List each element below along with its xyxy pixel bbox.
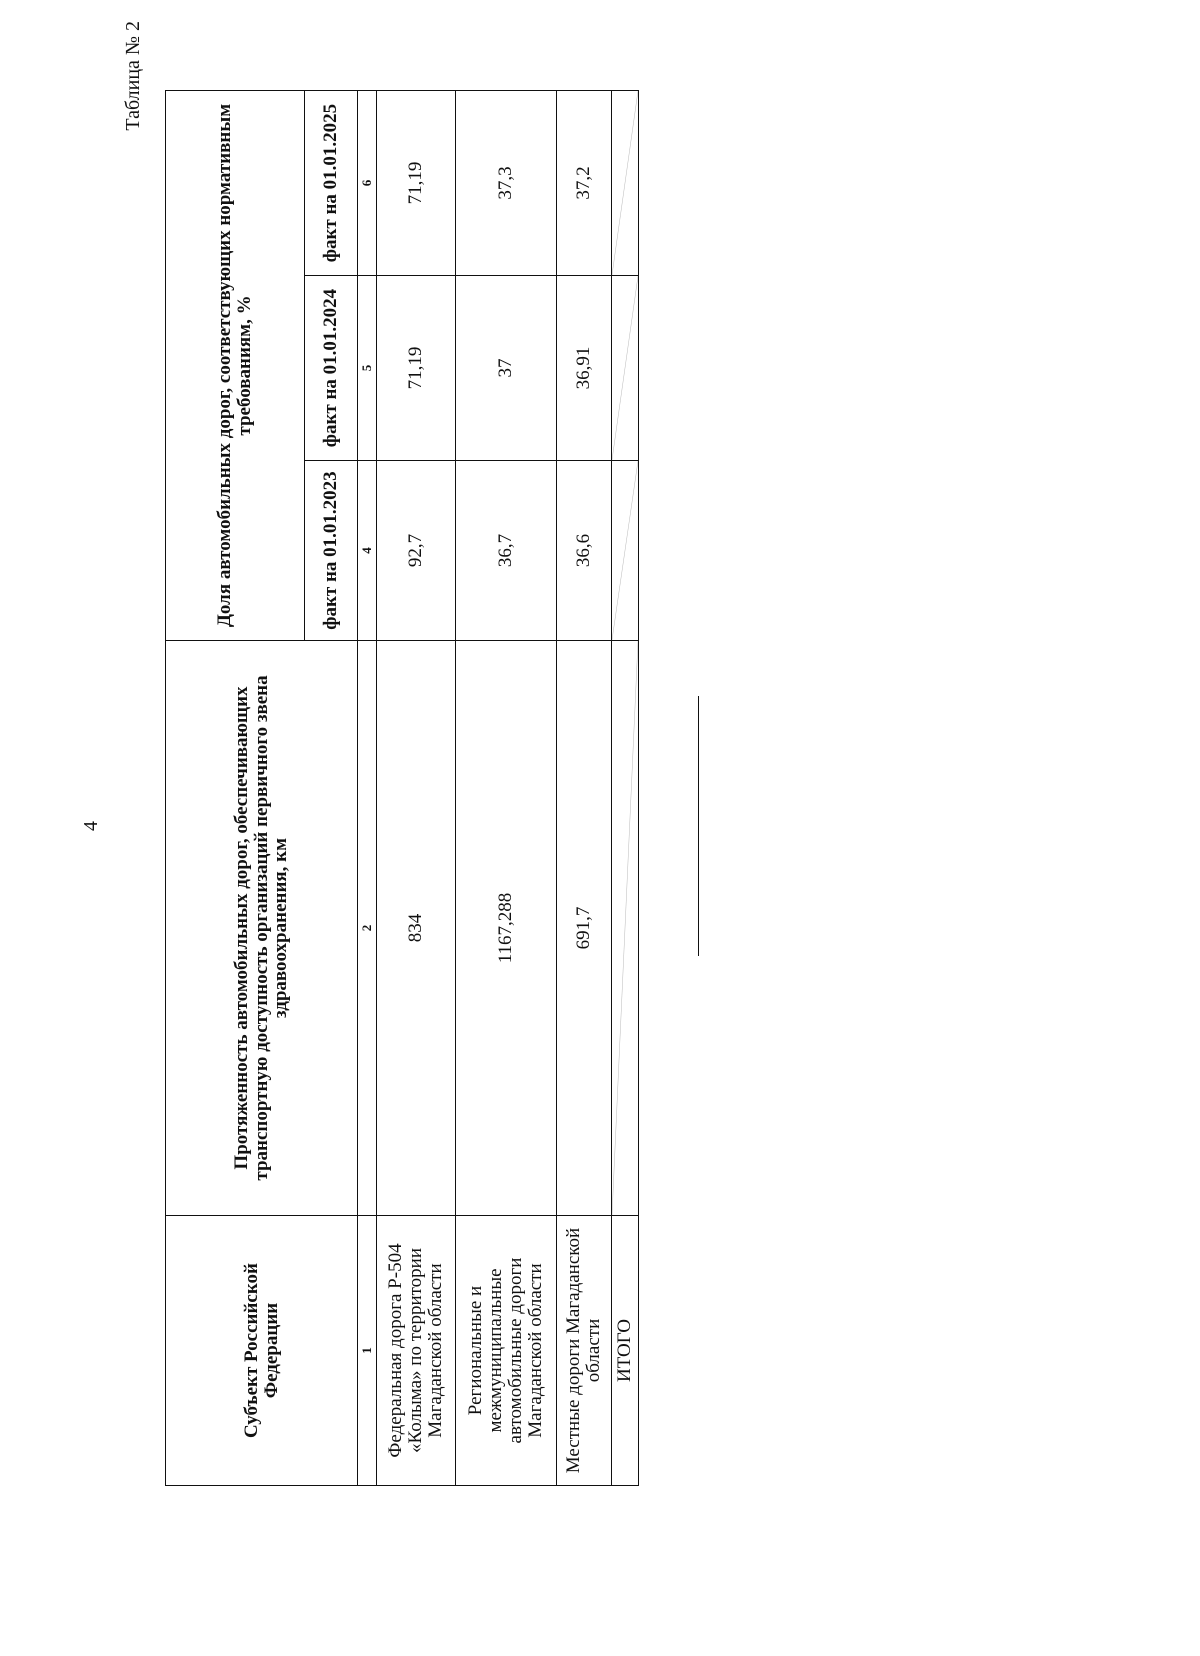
- table-row: [376, 91, 455, 1486]
- column-number: 4: [358, 461, 377, 641]
- header-share: Доля автомобильных дорог, соответствующих нормативным требованиям, %: [166, 91, 305, 641]
- empty-cell-diagonal: [611, 91, 638, 276]
- row-length: 691,7: [556, 641, 611, 1216]
- row-fact-2023: 36,6: [556, 461, 611, 641]
- row-fact-2024: 37: [455, 276, 556, 461]
- column-number-row: [358, 91, 377, 1486]
- empty-cell-diagonal: [611, 641, 638, 1216]
- header-row: [166, 91, 305, 1486]
- diagonal-line: [612, 276, 638, 460]
- empty-cell-diagonal: [611, 276, 638, 461]
- row-subject: Местные дороги Магаданской области: [556, 1216, 611, 1486]
- row-fact-2025: 37,3: [455, 91, 556, 276]
- table-label: Таблица № 2: [122, 21, 144, 131]
- header-fact-2024: факт на 01.01.2024: [305, 276, 358, 461]
- column-number: 6: [358, 91, 377, 276]
- total-row: [611, 91, 638, 1486]
- row-subject: Федеральная дорога Р-504 «Колыма» по территории Магаданской области: [376, 1216, 455, 1486]
- row-fact-2024: 71,19: [376, 276, 455, 461]
- column-number: 1: [358, 1216, 377, 1486]
- road-access-table: [165, 90, 639, 1486]
- header-fact-2025: факт на 01.01.2025: [305, 91, 358, 276]
- row-fact-2025: 37,2: [556, 91, 611, 276]
- row-fact-2023: 36,7: [455, 461, 556, 641]
- header-subject: Субъект Российской Федерации: [166, 1216, 358, 1486]
- page-number: 4: [80, 821, 102, 831]
- row-fact-2023: 92,7: [376, 461, 455, 641]
- row-length: 1167,288: [455, 641, 556, 1216]
- diagonal-line: [612, 461, 638, 640]
- header-length: Протяженность автомобильных дорог, обеспечивающих транспортную доступность организаций первичного звена здравоохранения, км: [166, 641, 358, 1216]
- row-subject: Региональные и межмуниципальные автомобильные дороги Магаданской области: [455, 1216, 556, 1486]
- table-row: [455, 91, 556, 1486]
- diagonal-line: [612, 91, 638, 275]
- table-row: [556, 91, 611, 1486]
- diagonal-line: [612, 641, 638, 1215]
- row-fact-2024: 36,91: [556, 276, 611, 461]
- total-label: ИТОГО: [611, 1216, 638, 1486]
- column-number: 5: [358, 276, 377, 461]
- empty-cell-diagonal: [611, 461, 638, 641]
- column-number: 2: [358, 641, 377, 1216]
- row-fact-2025: 71,19: [376, 91, 455, 276]
- end-of-document-line: [698, 696, 699, 956]
- header-fact-2023: факт на 01.01.2023: [305, 461, 358, 641]
- row-length: 834: [376, 641, 455, 1216]
